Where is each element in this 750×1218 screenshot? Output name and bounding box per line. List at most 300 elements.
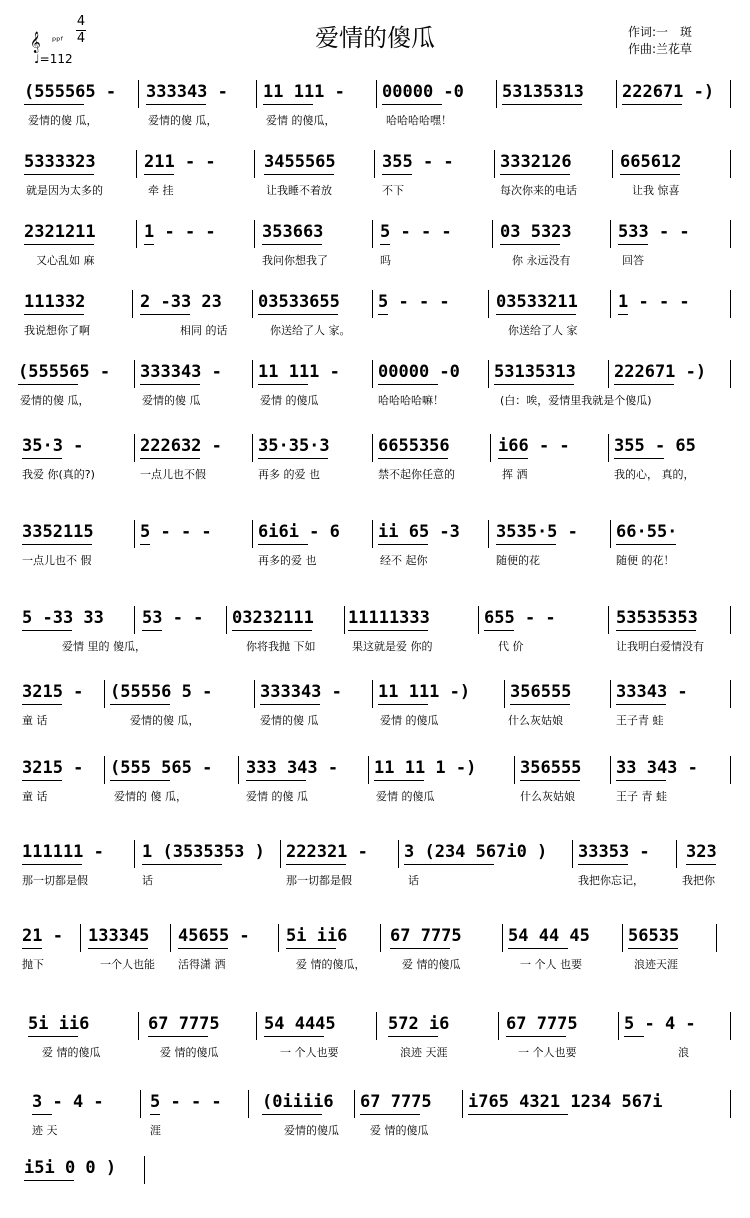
beam-line: [22, 630, 72, 631]
measure-notes: 54 44 45: [508, 926, 590, 946]
beam-line: [378, 544, 428, 545]
lyric-text: 一个人也能: [100, 958, 155, 971]
lyric-text: 牵 挂: [148, 184, 174, 197]
lyric-text: 哈哈哈哈嘛！: [378, 394, 444, 407]
lyric-text: 涯: [150, 1124, 161, 1137]
note-row: [18, 222, 733, 250]
measure-notes: 66·55·: [616, 522, 678, 542]
time-signature-top: 4: [76, 14, 86, 29]
notation-system: [18, 152, 733, 212]
measure-notes: 355 - 65: [614, 436, 696, 456]
measure-notes: (555565 -: [24, 82, 117, 102]
lyric-text: 又心乱如 麻: [36, 254, 95, 267]
measure-notes: 11 111 -: [258, 362, 340, 382]
measure-notes: 53135313: [494, 362, 576, 382]
beam-line: [496, 544, 556, 545]
beam-line: [262, 244, 322, 245]
dynamics-mark: ᵖᵖᶠ: [52, 36, 64, 47]
lyric-text: 我的心， 真的，: [614, 468, 695, 481]
bar-line: [478, 606, 479, 634]
lyric-text: 让我 惊喜: [632, 184, 680, 197]
bar-line: [280, 840, 281, 868]
measure-notes: 5 - - -: [380, 222, 452, 242]
lyric-text: 每次你来的电话: [500, 184, 577, 197]
beam-line: [258, 314, 338, 315]
bar-line: [248, 1090, 249, 1118]
beam-line: [382, 174, 412, 175]
bar-line: [492, 220, 493, 248]
measure-notes: 356555: [520, 758, 582, 778]
measure-notes: 33 343 -: [616, 758, 698, 778]
notation-system: [18, 222, 733, 282]
lyric-text: 爱情 的傻瓜: [260, 394, 319, 407]
bar-line: [496, 80, 497, 108]
lyric-text: 一点儿也不假: [140, 468, 206, 481]
measure-notes: 333 343 -: [246, 758, 339, 778]
beam-line: [28, 1036, 78, 1037]
measure-notes: 355 - -: [382, 152, 454, 172]
measure-notes: 2 -33 23: [140, 292, 222, 312]
measure-notes: 54 4445: [264, 1014, 336, 1034]
measure-notes: 03 5323: [500, 222, 572, 242]
lyric-text: 你 永远没有: [512, 254, 571, 267]
measure-notes: 1 - - -: [144, 222, 216, 242]
measure-notes: ii 65 -3: [378, 522, 460, 542]
measure-notes: 333343 -: [140, 362, 222, 382]
beam-line: [374, 780, 424, 781]
measure-notes: 53135313: [502, 82, 584, 102]
measure-notes: i765 4321 1234 567i: [468, 1092, 663, 1112]
measure-notes: 133345: [88, 926, 150, 946]
measure-notes: 11111333: [348, 608, 430, 628]
measure-notes: 5i ii6: [286, 926, 348, 946]
beam-line: [616, 544, 676, 545]
lyric-row: [18, 638, 733, 656]
bar-line: [134, 360, 135, 388]
bar-line: [140, 1090, 141, 1118]
beam-line: [146, 104, 206, 105]
beam-line: [24, 244, 94, 245]
beam-line: [360, 1114, 420, 1115]
beam-line: [578, 864, 628, 865]
bar-line: [488, 520, 489, 548]
measure-notes: 5 -33 33: [22, 608, 104, 628]
bar-line: [730, 756, 731, 784]
measure-notes: 6i6i - 6: [258, 522, 340, 542]
beam-line: [388, 1036, 438, 1037]
lyric-text: 我说想你了啊: [24, 324, 90, 337]
bar-line: [344, 606, 345, 634]
beam-line: [618, 314, 628, 315]
bar-line: [372, 220, 373, 248]
measure-notes: 33343 -: [616, 682, 688, 702]
lyric-text: 爱情 的傻 瓜: [246, 790, 308, 803]
bar-line: [170, 924, 171, 952]
lyric-text: 爱情 里的 傻瓜，: [62, 640, 146, 653]
lyric-text: 一 个人也要: [518, 1046, 577, 1059]
beam-line: [616, 780, 666, 781]
measure-notes: 33353 -: [578, 842, 650, 862]
lyric-row: [18, 1122, 733, 1140]
beam-line: [468, 1114, 568, 1115]
lyric-row: [18, 322, 733, 340]
bar-line: [504, 680, 505, 708]
lyric-row: [18, 552, 733, 570]
lyric-text: 活得潇 洒: [178, 958, 226, 971]
measure-notes: 3535·5 -: [496, 522, 578, 542]
measure-notes: 3 (234 567i0 ): [404, 842, 548, 862]
lyric-text: 你送给了人 家。: [270, 324, 351, 337]
measure-notes: 3215 -: [22, 682, 84, 702]
beam-line: [264, 1036, 324, 1037]
lyric-text: 你送给了人 家: [508, 324, 578, 337]
bar-line: [134, 840, 135, 868]
measure-notes: 222632 -: [140, 436, 222, 456]
beam-line: [22, 704, 62, 705]
lyric-text: 我把你忘记，: [578, 874, 644, 887]
lyric-text: 抛下: [22, 958, 44, 971]
measure-notes: 53 - -: [142, 608, 204, 628]
notation-system: [18, 1014, 733, 1074]
notation-system: [18, 926, 733, 986]
lyric-row: [18, 466, 733, 484]
lyric-text: 随便 的花！: [616, 554, 675, 567]
notation-system: [18, 522, 733, 582]
bar-line: [610, 290, 611, 318]
lyric-text: 再多 的爱 也: [258, 468, 320, 481]
beam-line: [500, 244, 560, 245]
note-row: [18, 758, 733, 786]
measure-notes: 5333323: [24, 152, 96, 172]
bar-line: [380, 924, 381, 952]
bar-line: [372, 520, 373, 548]
bar-line: [730, 680, 731, 708]
beam-line: [22, 864, 82, 865]
bar-line: [462, 1090, 463, 1118]
beam-line: [484, 630, 514, 631]
lyric-text: 那一切都是假: [22, 874, 88, 887]
measure-notes: 665612: [620, 152, 682, 172]
beam-line: [404, 864, 494, 865]
lyric-text: 果这就是爱 你的: [352, 640, 433, 653]
measure-notes: 333343 -: [146, 82, 228, 102]
bar-line: [730, 1090, 731, 1118]
bar-line: [498, 1012, 499, 1040]
bar-line: [372, 434, 373, 462]
beam-line: [22, 780, 62, 781]
lyric-text: 回答: [622, 254, 644, 267]
beam-line: [258, 544, 308, 545]
notation-system: [18, 362, 733, 422]
bar-line: [374, 150, 375, 178]
lyric-text: 爱情的傻 瓜: [142, 394, 201, 407]
beam-line: [382, 104, 442, 105]
bar-line: [104, 680, 105, 708]
measure-notes: 67 7775: [390, 926, 462, 946]
bar-line: [608, 360, 609, 388]
lyric-text: 迹 天: [32, 1124, 58, 1137]
measure-notes: 21 -: [22, 926, 63, 946]
beam-line: [260, 704, 320, 705]
measure-notes: 35·35·3: [258, 436, 330, 456]
beam-line: [616, 704, 666, 705]
lyric-text: 话: [142, 874, 153, 887]
lyric-text: 我把你: [682, 874, 715, 887]
lyric-text: 让我明白爱情没有: [616, 640, 704, 653]
measure-notes: 03533211: [496, 292, 578, 312]
bar-line: [514, 756, 515, 784]
measure-notes: 5i ii6: [28, 1014, 90, 1034]
beam-line: [140, 384, 200, 385]
notation-system: [18, 292, 733, 352]
beam-line: [140, 458, 200, 459]
bar-line: [134, 606, 135, 634]
measure-notes: 211 - -: [144, 152, 216, 172]
lyric-text: 爱情 的傻瓜: [376, 790, 435, 803]
lyric-text: 浪迹 天涯: [400, 1046, 448, 1059]
bar-line: [608, 606, 609, 634]
lyric-text: 那一切都是假: [286, 874, 352, 887]
beam-line: [620, 174, 680, 175]
lyric-text: 吗: [380, 254, 391, 267]
bar-line: [730, 290, 731, 318]
beam-line: [24, 1180, 74, 1181]
beam-line: [88, 948, 148, 949]
bar-line: [136, 220, 137, 248]
beam-line: [686, 864, 716, 865]
beam-line: [286, 948, 336, 949]
bar-line: [252, 520, 253, 548]
beam-line: [502, 104, 582, 105]
beam-line: [378, 704, 428, 705]
beam-line: [263, 104, 313, 105]
beam-line: [258, 384, 308, 385]
lyric-row: [18, 788, 733, 806]
beam-line: [142, 864, 222, 865]
lyric-text: 经不 起你: [380, 554, 428, 567]
measure-notes: 53535353: [616, 608, 698, 628]
beam-line: [24, 174, 94, 175]
lyric-text: 爱情的傻瓜: [284, 1124, 339, 1137]
treble-clef-icon: 𝄞: [30, 32, 41, 53]
bar-line: [572, 840, 573, 868]
bar-line: [610, 680, 611, 708]
bar-line: [618, 1012, 619, 1040]
lyric-text: 让我睡不着放: [266, 184, 332, 197]
measure-notes: 67 7775: [506, 1014, 578, 1034]
lyric-text: 爱 情的傻瓜: [42, 1046, 101, 1059]
measure-notes: 222321 -: [286, 842, 368, 862]
lyric-text: 童 话: [22, 790, 48, 803]
bar-line: [226, 606, 227, 634]
bar-line: [488, 360, 489, 388]
measure-notes: 533 - -: [618, 222, 690, 242]
bar-line: [80, 924, 81, 952]
lyric-text: 爱情 的傻瓜: [380, 714, 439, 727]
measure-notes: 67 7775: [148, 1014, 220, 1034]
measure-notes: 572 i6: [388, 1014, 450, 1034]
bar-line: [730, 220, 731, 248]
bar-line: [104, 756, 105, 784]
beam-line: [24, 314, 84, 315]
note-row: [18, 152, 733, 180]
lyric-text: 你将我抛 下如: [246, 640, 316, 653]
bar-line: [238, 756, 239, 784]
beam-line: [498, 458, 528, 459]
measure-notes: 1 - - -: [618, 292, 690, 312]
lyric-text: 爱情的傻 瓜，: [28, 114, 98, 127]
lyric-text: 挥 洒: [502, 468, 528, 481]
measure-notes: 5 - 4 -: [624, 1014, 696, 1034]
lyric-text: 爱 情的傻瓜: [160, 1046, 219, 1059]
lyric-text: 不下: [382, 184, 404, 197]
composer-credit: 作曲:兰花草: [628, 42, 693, 56]
measure-notes: 00000 -0: [378, 362, 460, 382]
measure-notes: 56535: [628, 926, 680, 946]
lyric-row: [18, 872, 733, 890]
note-row: [18, 1158, 733, 1186]
bar-line: [372, 360, 373, 388]
beam-line: [140, 544, 150, 545]
bar-line: [372, 290, 373, 318]
measure-notes: 35·3 -: [22, 436, 84, 456]
measure-notes: 222671 -): [622, 82, 715, 102]
beam-line: [18, 384, 78, 385]
beam-line: [264, 174, 334, 175]
beam-line: [22, 948, 42, 949]
bar-line: [372, 680, 373, 708]
lyric-text: 我爱 你(真的?): [22, 468, 95, 481]
measure-notes: (555 565 -: [110, 758, 213, 778]
note-row: [18, 608, 733, 636]
beam-line: [378, 384, 438, 385]
bar-line: [488, 290, 489, 318]
bar-line: [622, 924, 623, 952]
notation-system: [18, 82, 733, 142]
lyric-text: 爱情的傻 瓜，: [130, 714, 200, 727]
beam-line: [616, 630, 696, 631]
lyric-text: 爱 情的傻瓜: [370, 1124, 429, 1137]
beam-line: [622, 104, 682, 105]
bar-line: [608, 434, 609, 462]
lyric-row: [18, 712, 733, 730]
bar-line: [278, 924, 279, 952]
lyric-text: 爱情的傻 瓜，: [148, 114, 218, 127]
note-row: [18, 926, 733, 954]
bar-line: [730, 360, 731, 388]
bar-line: [136, 150, 137, 178]
beam-line: [348, 630, 428, 631]
lyric-text: 相同 的话: [180, 324, 228, 337]
lyric-row: [18, 1188, 733, 1206]
notation-system: [18, 682, 733, 742]
notation-system: [18, 758, 733, 818]
beam-line: [258, 458, 328, 459]
bar-line: [144, 1156, 145, 1184]
note-row: [18, 842, 733, 870]
bar-line: [610, 220, 611, 248]
beam-line: [390, 948, 450, 949]
beam-line: [262, 1114, 322, 1115]
lyric-row: [18, 112, 733, 130]
lyric-text: 一 个人也要: [280, 1046, 339, 1059]
lyric-text: 代 价: [498, 640, 524, 653]
lyric-text: 浪: [678, 1046, 689, 1059]
note-row: [18, 82, 733, 110]
note-row: [18, 362, 733, 390]
beam-line: [494, 384, 574, 385]
measure-notes: (0iiii6: [262, 1092, 334, 1112]
bar-line: [398, 840, 399, 868]
measure-notes: 323: [686, 842, 717, 862]
bar-line: [676, 840, 677, 868]
bar-line: [502, 924, 503, 952]
lyric-text: 爱 情的傻瓜，: [296, 958, 366, 971]
lyric-text: 爱情的傻 瓜，: [20, 394, 90, 407]
measure-notes: 67 7775: [360, 1092, 432, 1112]
lyric-text: 什么灰姑娘: [520, 790, 575, 803]
bar-line: [730, 1012, 731, 1040]
bar-line: [490, 434, 491, 462]
beam-line: [178, 948, 228, 949]
beam-line: [22, 458, 62, 459]
bar-line: [610, 756, 611, 784]
beam-line: [110, 704, 170, 705]
beam-line: [24, 104, 84, 105]
note-row: [18, 522, 733, 550]
lyric-row: [18, 392, 733, 410]
lyric-text: 浪迹天涯: [634, 958, 678, 971]
bar-line: [252, 360, 253, 388]
bar-line: [494, 150, 495, 178]
measure-notes: 5 - - -: [378, 292, 450, 312]
measure-notes: 5 - - -: [150, 1092, 222, 1112]
measure-notes: 356555: [510, 682, 572, 702]
beam-line: [22, 544, 92, 545]
lyric-text: 就是因为太多的: [26, 184, 103, 197]
beam-line: [140, 314, 190, 315]
beam-line: [232, 630, 312, 631]
beam-line: [496, 314, 576, 315]
lyricist-credit: 作词:一 斑: [628, 25, 693, 39]
beam-line: [150, 1114, 160, 1115]
measure-notes: 3 - 4 -: [32, 1092, 104, 1112]
bar-line: [354, 1090, 355, 1118]
bar-line: [132, 290, 133, 318]
lyric-row: [18, 1044, 733, 1062]
beam-line: [506, 1036, 566, 1037]
measure-notes: 11 111 -: [263, 82, 345, 102]
measure-notes: 03232111: [232, 608, 314, 628]
measure-notes: 5 - - -: [140, 522, 212, 542]
bar-line: [368, 756, 369, 784]
lyric-text: 爱 情的傻瓜: [402, 958, 461, 971]
bar-line: [730, 150, 731, 178]
notation-system: [18, 608, 733, 668]
bar-line: [376, 1012, 377, 1040]
measure-notes: 03533655: [258, 292, 340, 312]
bar-line: [256, 1012, 257, 1040]
lyric-text: 王子 青 蛙: [616, 790, 667, 803]
beam-line: [614, 384, 674, 385]
bar-line: [376, 80, 377, 108]
beam-line: [144, 174, 174, 175]
beam-line: [614, 458, 664, 459]
lyric-text: 爱情的傻 瓜: [260, 714, 319, 727]
beam-line: [380, 244, 390, 245]
lyric-row: [18, 182, 733, 200]
measure-notes: i5i 0 0 ): [24, 1158, 117, 1178]
